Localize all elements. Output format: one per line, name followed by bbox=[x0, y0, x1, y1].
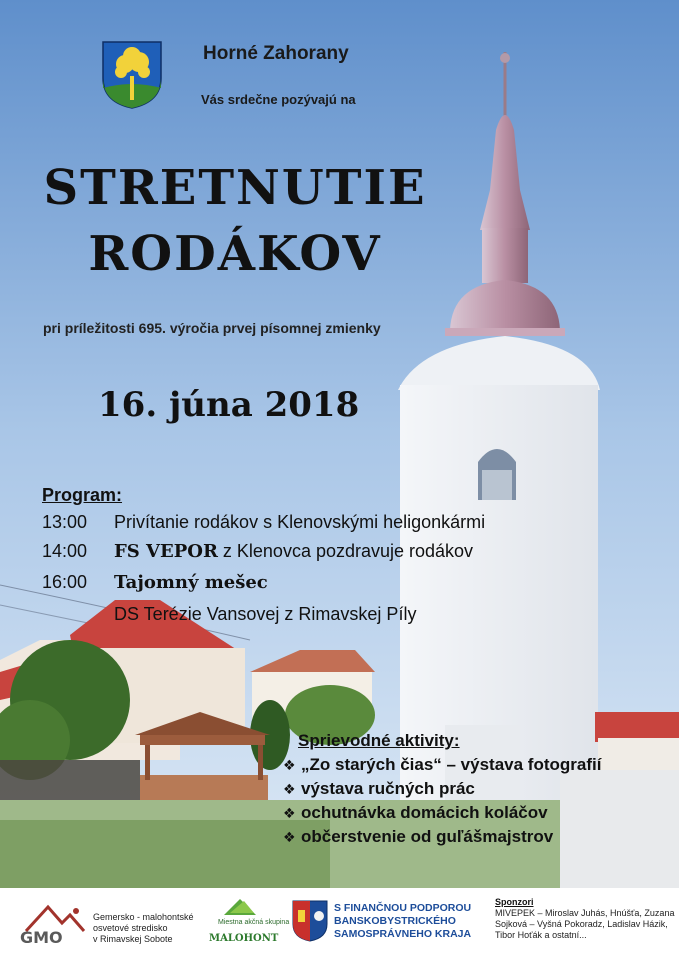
program-performance-title: Tajomný mešec bbox=[114, 572, 268, 593]
activity-text: občerstvenie od guľášmajstrov bbox=[301, 827, 554, 846]
gmo-organization-name bbox=[93, 912, 194, 945]
program-time: 16:00 bbox=[42, 572, 88, 592]
bullet-icon: ❖ bbox=[283, 830, 296, 846]
activity-text: „Zo starých čias“ – výstava fotografií bbox=[301, 755, 602, 774]
gmo-logo bbox=[18, 897, 93, 947]
event-title-line-1: STRETNUTIE bbox=[43, 160, 427, 216]
activity-text: výstava ručných prác bbox=[301, 779, 475, 798]
program-row bbox=[42, 512, 485, 533]
gmo-line: Gemersko - malohontské bbox=[93, 912, 194, 922]
bbsk-line: SAMOSPRÁVNEHO KRAJA bbox=[334, 928, 472, 940]
activities-heading: Sprievodné aktivity: bbox=[298, 731, 460, 750]
program-row bbox=[42, 541, 473, 562]
invitation-line: Vás srdečne pozývajú na bbox=[201, 92, 356, 107]
event-date: 16. júna 2018 bbox=[98, 385, 360, 425]
activity-item bbox=[283, 827, 553, 847]
activity-item bbox=[283, 755, 601, 775]
gmo-line: osvetové stredisko bbox=[93, 923, 168, 933]
bullet-icon: ❖ bbox=[283, 782, 296, 798]
program-heading: Program: bbox=[42, 485, 123, 505]
malohont-subtitle: Miestna akčná skupina bbox=[218, 919, 290, 926]
bullet-icon: ❖ bbox=[283, 806, 296, 822]
village-coat-of-arms bbox=[101, 40, 163, 110]
program-time: 14:00 bbox=[42, 541, 88, 561]
bbsk-coat-of-arms bbox=[292, 900, 328, 942]
sponsors-heading: Sponzori bbox=[495, 897, 534, 907]
program-text: z Klenovca pozdravuje rodákov bbox=[217, 541, 474, 561]
program-performer: FS VEPOR bbox=[114, 541, 218, 562]
activity-item bbox=[283, 779, 475, 799]
bullet-icon: ❖ bbox=[283, 758, 296, 774]
malohont-name: MALOHONT bbox=[209, 933, 279, 944]
gmo-abbreviation: GMO bbox=[20, 928, 63, 947]
program-text: Privítanie rodákov s Klenovskými heligonkármi bbox=[114, 512, 486, 532]
gmo-line: v Rimavskej Sobote bbox=[93, 934, 173, 944]
event-title-line-2: RODÁKOV bbox=[88, 226, 382, 282]
program-row bbox=[42, 572, 268, 593]
activity-text: ochutnávka domácich koláčov bbox=[301, 803, 548, 822]
occasion-text: pri príležitosti 695. výročia prvej písomnej zmienky bbox=[43, 320, 381, 336]
activity-item bbox=[283, 803, 548, 823]
program-time: 13:00 bbox=[42, 512, 88, 532]
sponsors-list: MIVEPEK – Miroslav Juhás, Hnúšťa, Zuzana Sojková – Vyšná Pokoradz, Ladislav Házik, Tibor Hoťák a ostatní... bbox=[495, 908, 675, 940]
program-row-subtext: DS Terézie Vansovej z Rimavskej Píly bbox=[114, 604, 417, 624]
bbsk-line: S FINANČNOU PODPOROU bbox=[334, 902, 472, 914]
village-name: Horné Zahorany bbox=[203, 43, 349, 64]
bbsk-line: BANSKOBYSTRICKÉHO bbox=[334, 915, 456, 927]
